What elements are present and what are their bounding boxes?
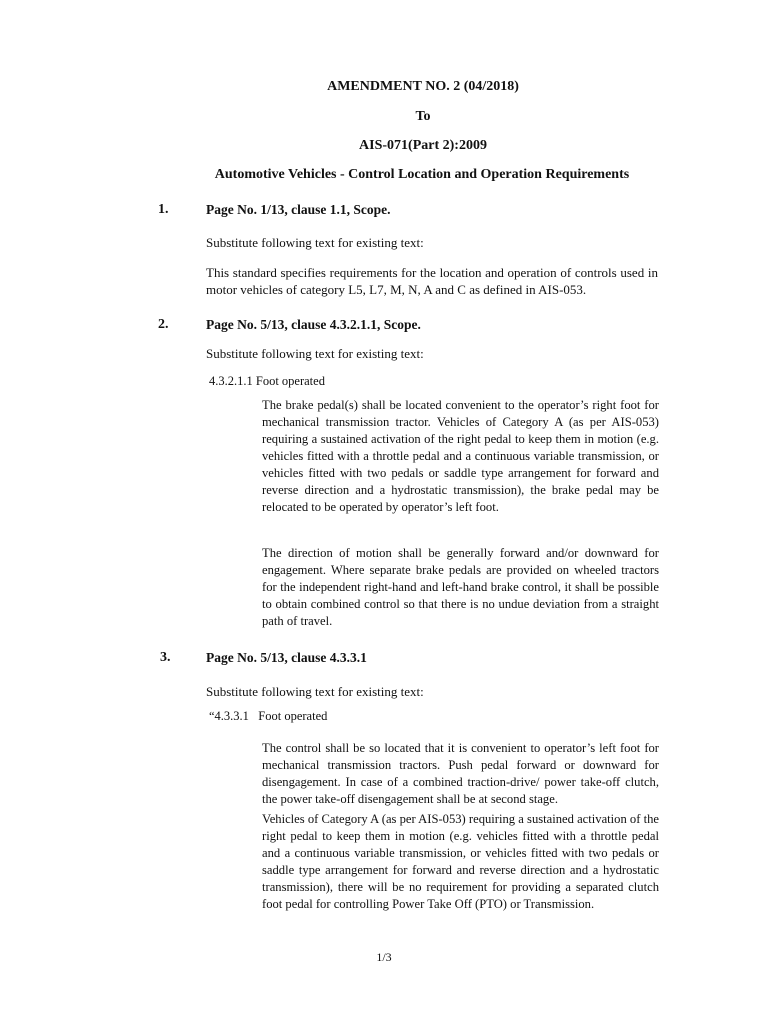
paragraph: Vehicles of Category A (as per AIS-053) requiring a sustained activation of the right pedal to keep them in motion (e.g. vehicles fitted with a throttle pedal and a continuous variable transmission, or vehicles fitted with two pedals or saddle type arrangement for forward and reverse direction and a hydrostatic transmission), there will be no requirement for providing a separated clutch foot pedal for controlling Power Take Off (PTO) or Transmission.	[262, 812, 659, 911]
item-instruction: Substitute following text for existing text:	[206, 235, 424, 250]
item-instruction: Substitute following text for existing text:	[206, 684, 424, 699]
item-number: 3.	[160, 650, 171, 665]
paragraph: The control shall be so located that it is convenient to operator’s left foot for mechanical transmission tractors. Push pedal forward or downward for disengagement. In case of a combined traction-drive/ power take-off clutch, the power take-off disengagement shall be at second stage.	[262, 741, 659, 806]
subclause-label: “4.3.3.1 Foot operated	[209, 709, 328, 723]
item-number: 2.	[158, 317, 169, 332]
standard-number: AIS-071(Part 2):2009	[359, 138, 487, 153]
item-body: This standard specifies requirements for the location and operation of controls used in motor vehicles of category L5, L7, M, N, A and C as defined in AIS-053.	[206, 265, 658, 297]
item-heading: Page No. 5/13, clause 4.3.3.1	[206, 650, 367, 665]
item-heading: Page No. 5/13, clause 4.3.2.1.1, Scope.	[206, 317, 421, 332]
page-number: 1/3	[376, 950, 392, 964]
paragraph: The direction of motion shall be generally forward and/or downward for engagement. Where separate brake pedals are provided on wheeled tractors for the independent right-hand and left-hand brake control, it shall be possible to obtain combined control so that there is no undue deviation from a straight path of travel.	[262, 546, 659, 628]
paragraph: The brake pedal(s) shall be located convenient to the operator’s right foot for mechanical transmission tractor. Vehicles of Category A (as per AIS-053) requiring a sustained activation of the right pedal to keep them in motion (e.g. vehicles fitted with a throttle pedal and a continuous variable transmission, or vehicles fitted with two pedals or saddle type arrangement for forward and reverse direction and a hydrostatic transmission), the brake pedal may be relocated to be operated by operator’s left foot.	[262, 398, 659, 514]
to-line: To	[415, 109, 431, 124]
amendment-title: AMENDMENT NO. 2 (04/2018)	[327, 79, 519, 94]
item-number: 1.	[158, 202, 169, 217]
item-heading: Page No. 1/13, clause 1.1, Scope.	[206, 202, 391, 217]
document-title: Automotive Vehicles - Control Location and Operation Requirements	[214, 167, 630, 182]
item-instruction: Substitute following text for existing text:	[206, 346, 424, 361]
subclause-label: 4.3.2.1.1 Foot operated	[209, 374, 325, 388]
